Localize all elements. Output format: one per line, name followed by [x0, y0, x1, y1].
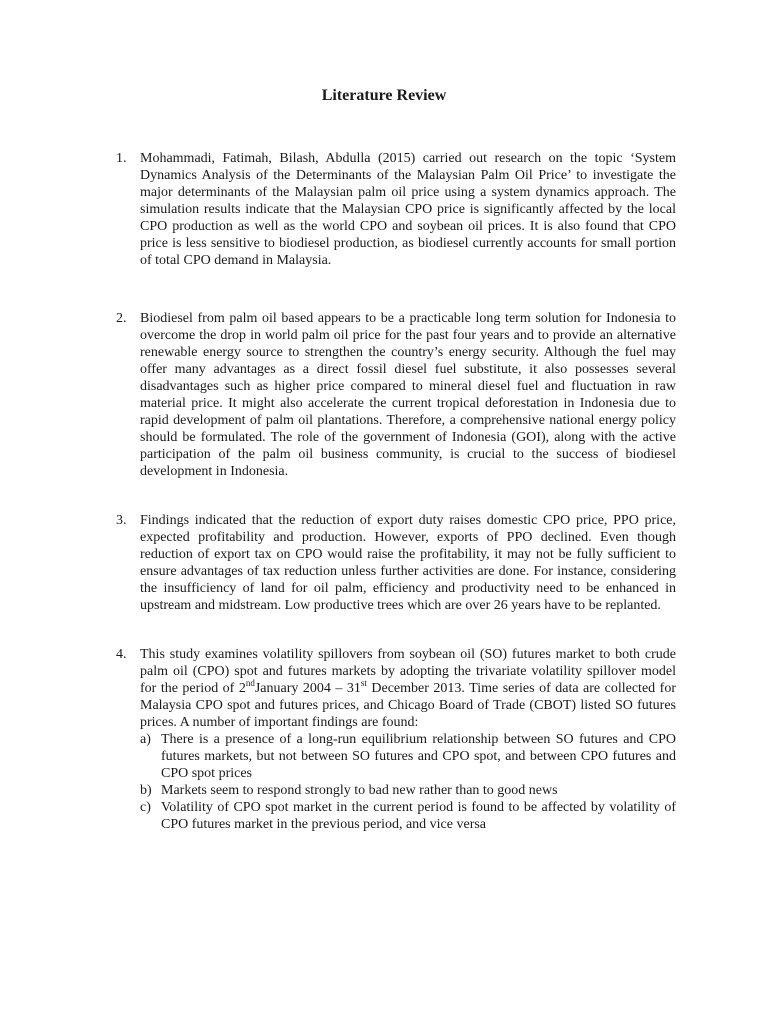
- sub-item-text: Volatility of CPO spot market in the current period is found to be affected by volatility of CPO futures market in the previous period, and vice versa: [161, 800, 676, 832]
- sub-item-letter: c): [140, 800, 151, 815]
- list-item-text: Mohammadi, Fatimah, Bilash, Abdulla (2015) carried out research on the topic ‘System Dynamics Analysis of the Determinants of the Malaysian Palm Oil Price’ to investigate the major determinants of the Malaysian palm oil price using a system dynamics approach. The simulation results indicate that the Malaysian CPO price is significantly affected by the local CPO production as well as the world CPO and soybean oil prices. It is also found that CPO price is less sensitive to biodiesel production, as biodiesel currently accounts for small portion of total CPO demand in Malaysia.: [140, 151, 676, 268]
- sub-item-a: [140, 731, 676, 782]
- list-item-text: Findings indicated that the reduction of export duty raises domestic CPO price, PPO price, expected profitability and production. However, exports of PPO declined. Even though reduction of export tax on CPO would raise the profitability, it may not be fully sufficient to ensure advantages of tax reduction unless further activities are done. For instance, considering the insufficiency of land for oil palm, efficiency and productivity need to be enhanced in upstream and midstream. Low productive trees which are over 26 years have to be replanted.: [140, 513, 676, 613]
- superscript-nd: nd: [245, 678, 255, 688]
- sub-list: [140, 731, 676, 833]
- text-segment: December 2013. Time series of data are collected for Malaysia CPO spot and futures prices, and Chicago Board of Trade (CBOT) listed SO futures prices. A number of important findings are found:: [140, 681, 676, 730]
- sub-item-text: There is a presence of a long-run equilibrium relationship between SO futures and CPO futures markets, but not between SO futures and CPO spot, and between CPO futures and CPO spot prices: [161, 732, 676, 781]
- page-title: Literature Review: [321, 87, 447, 104]
- sub-item-text: Markets seem to respond strongly to bad new rather than to good news: [161, 783, 558, 798]
- superscript-st: st: [360, 678, 367, 688]
- text-segment: January 2004 – 31: [254, 681, 361, 696]
- sub-item-c: [140, 799, 676, 833]
- list-item-1: [116, 150, 676, 269]
- sub-item-letter: a): [140, 732, 151, 747]
- text-segment: This study examines volatility spillovers from soybean oil (SO) futures market to both crude palm oil (CPO) spot and futures markets by adopting the trivariate volatility spillover model for the period of 2: [140, 647, 676, 696]
- list-item-number: 2.: [116, 311, 127, 326]
- list-item-text: Biodiesel from palm oil based appears to be a practicable long term solution for Indonesia to overcome the drop in world palm oil price for the past four years and to provide an alternative renewable energy source to strengthen the country’s energy security. Although the fuel may offer many advantages as a direct fossil diesel fuel substitute, it also possesses several disadvantages such as higher price compared to mineral diesel fuel and fluctuation in raw material price. It might also accelerate the current tropical deforestation in Indonesia due to rapid development of palm oil plantations. Therefore, a comprehensive national energy policy should be formulated. The role of the government of Indonesia (GOI), along with the active participation of the palm oil business community, is crucial to the success of biodiesel development in Indonesia.: [140, 311, 676, 479]
- list-item-number: 4.: [116, 647, 127, 662]
- list-item-2: [116, 310, 676, 480]
- list-item-text: [140, 646, 676, 731]
- list-item-number: 3.: [116, 513, 127, 528]
- list-item-3: [116, 512, 676, 614]
- sub-item-b: [140, 782, 676, 799]
- list-item-number: 1.: [116, 151, 127, 166]
- sub-item-letter: b): [140, 783, 152, 798]
- list-item-4: [116, 646, 676, 833]
